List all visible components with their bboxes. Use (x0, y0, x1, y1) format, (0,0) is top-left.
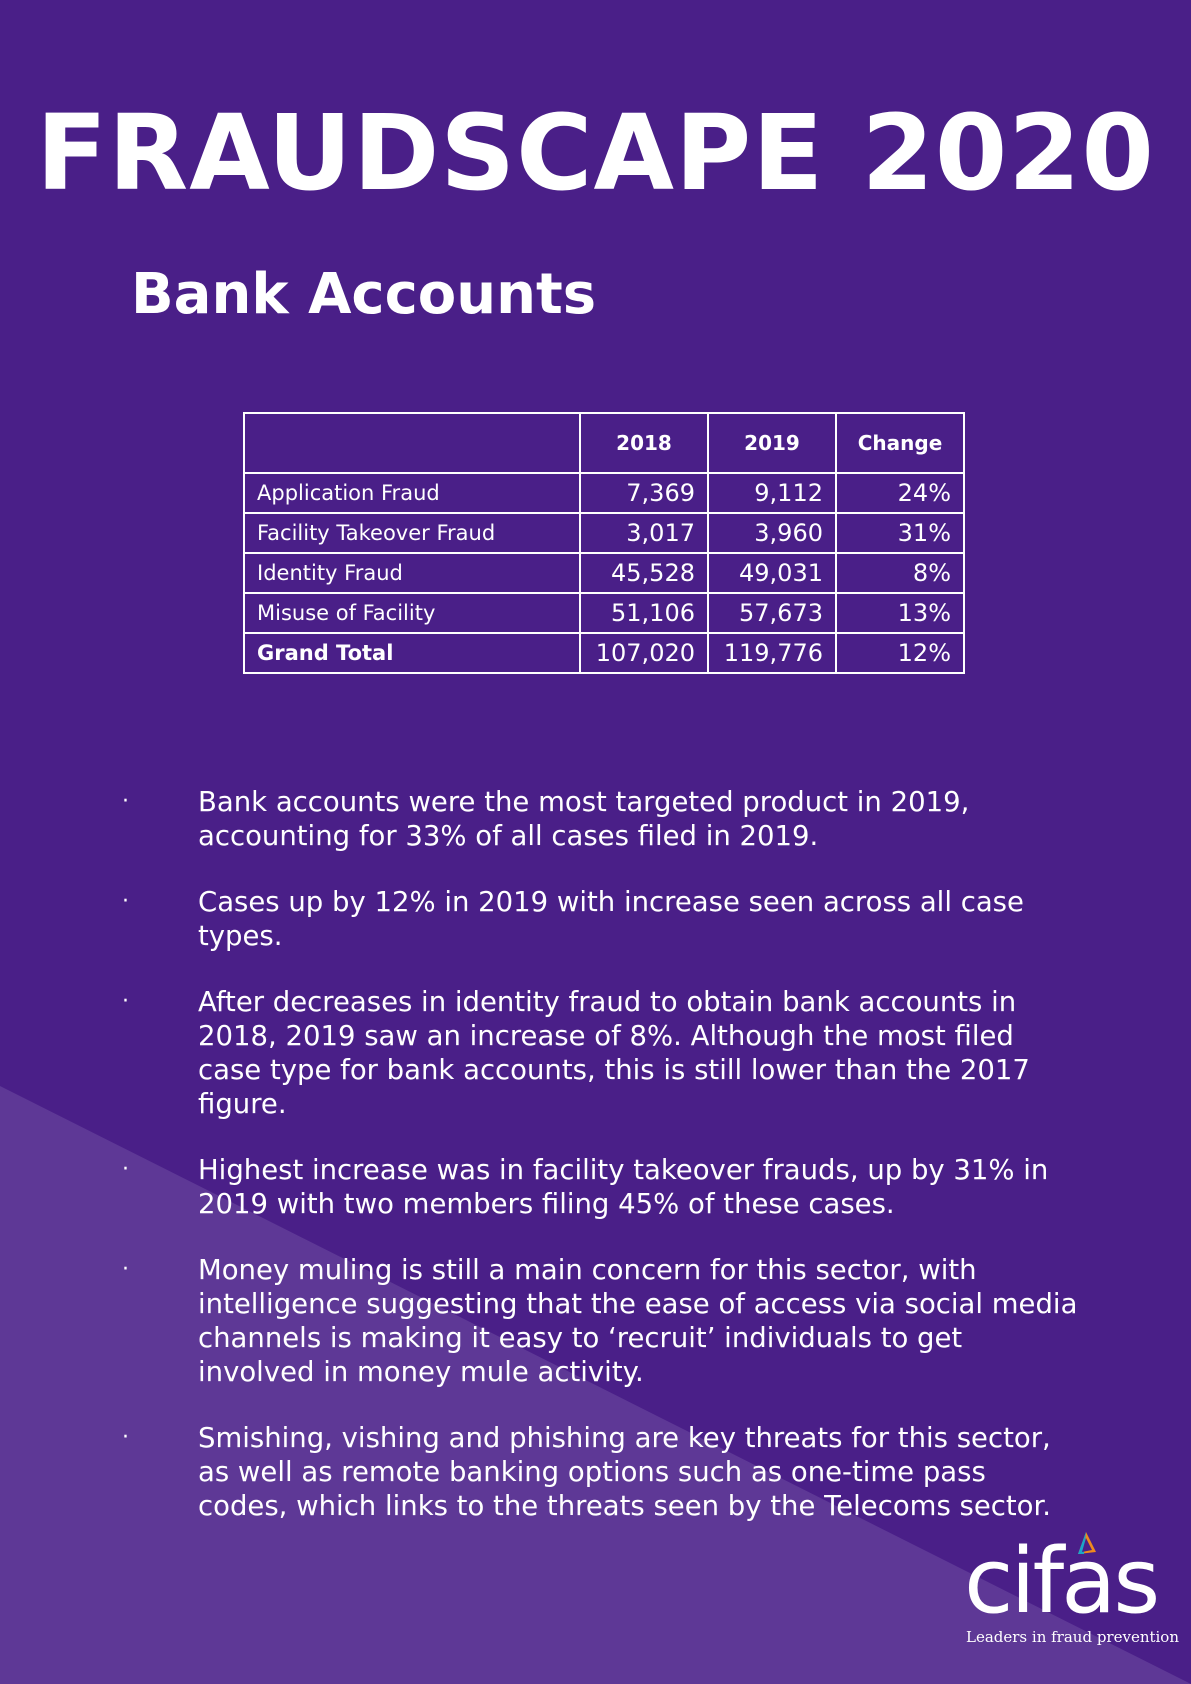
list-item (122, 1421, 1082, 1523)
column-header-label (244, 413, 580, 473)
column-header-2019: 2019 (708, 413, 836, 473)
logo-wordmark: cifas (964, 1529, 1158, 1634)
table-row-grand-total (244, 633, 964, 673)
value-2018: 7,369 (580, 473, 708, 513)
list-item-text: Highest increase was in facility takeover frauds, up by 31% in 2019 with two members filing 45% of these cases. (198, 1154, 1049, 1220)
list-item-text: Smishing, vishing and phishing are key threats for this sector, as well as remote banking options such as one-time pass codes, which links to the threats seen by the Telecoms sector. (198, 1422, 1052, 1522)
value-change: 12% (836, 633, 964, 673)
table-row (244, 553, 964, 593)
value-change: 13% (836, 593, 964, 633)
table-row (244, 513, 964, 553)
value-2019: 119,776 (708, 633, 836, 673)
key-findings-list (122, 785, 1082, 1555)
page-title: FRAUDSCAPE 2020 (36, 92, 1155, 214)
value-2019: 57,673 (708, 593, 836, 633)
row-label: Identity Fraud (244, 553, 580, 593)
value-change: 31% (836, 513, 964, 553)
bullet-glyph: · (122, 889, 129, 914)
list-item (122, 985, 1082, 1121)
bank-accounts-table (243, 412, 965, 674)
row-label: Application Fraud (244, 473, 580, 513)
list-item-text: Bank accounts were the most targeted product in 2019, accounting for 33% of all cases filed in 2019. (198, 786, 970, 852)
row-label: Facility Takeover Fraud (244, 513, 580, 553)
value-2019: 9,112 (708, 473, 836, 513)
column-header-change: Change (836, 413, 964, 473)
logo-tagline: Leaders in fraud prevention (966, 1628, 1179, 1646)
value-2018: 51,106 (580, 593, 708, 633)
list-item (122, 785, 1082, 853)
table-row (244, 473, 964, 513)
value-2018: 3,017 (580, 513, 708, 553)
bullet-glyph: · (122, 1157, 129, 1182)
table-row (244, 593, 964, 633)
section-title: Bank Accounts (131, 262, 597, 327)
bullet-glyph: · (122, 989, 129, 1014)
row-label: Grand Total (244, 633, 580, 673)
column-header-2018: 2018 (580, 413, 708, 473)
list-item-text: Cases up by 12% in 2019 with increase seen across all case types. (198, 886, 1024, 952)
bullet-glyph: · (122, 1257, 129, 1282)
cifas-logo (960, 1529, 1179, 1652)
bullet-glyph: · (122, 789, 129, 814)
value-2019: 3,960 (708, 513, 836, 553)
value-2018: 107,020 (580, 633, 708, 673)
list-item-text: After decreases in identity fraud to obtain bank accounts in 2018, 2019 saw an increase of 8%. Although the most filed case type for bank accounts, this is still lower than the 2017 figure. (198, 986, 1030, 1120)
table-header-row (244, 413, 964, 473)
value-2019: 49,031 (708, 553, 836, 593)
list-item (122, 1153, 1082, 1221)
list-item (122, 885, 1082, 953)
value-change: 8% (836, 553, 964, 593)
bullet-glyph: · (122, 1425, 129, 1450)
row-label: Misuse of Facility (244, 593, 580, 633)
value-2018: 45,528 (580, 553, 708, 593)
list-item-text: Money muling is still a main concern for this sector, with intelligence suggesting that the ease of access via social media channels is making it easy to ‘recruit’ individuals to get involved in money mule activity. (198, 1254, 1078, 1388)
list-item (122, 1253, 1082, 1389)
value-change: 24% (836, 473, 964, 513)
